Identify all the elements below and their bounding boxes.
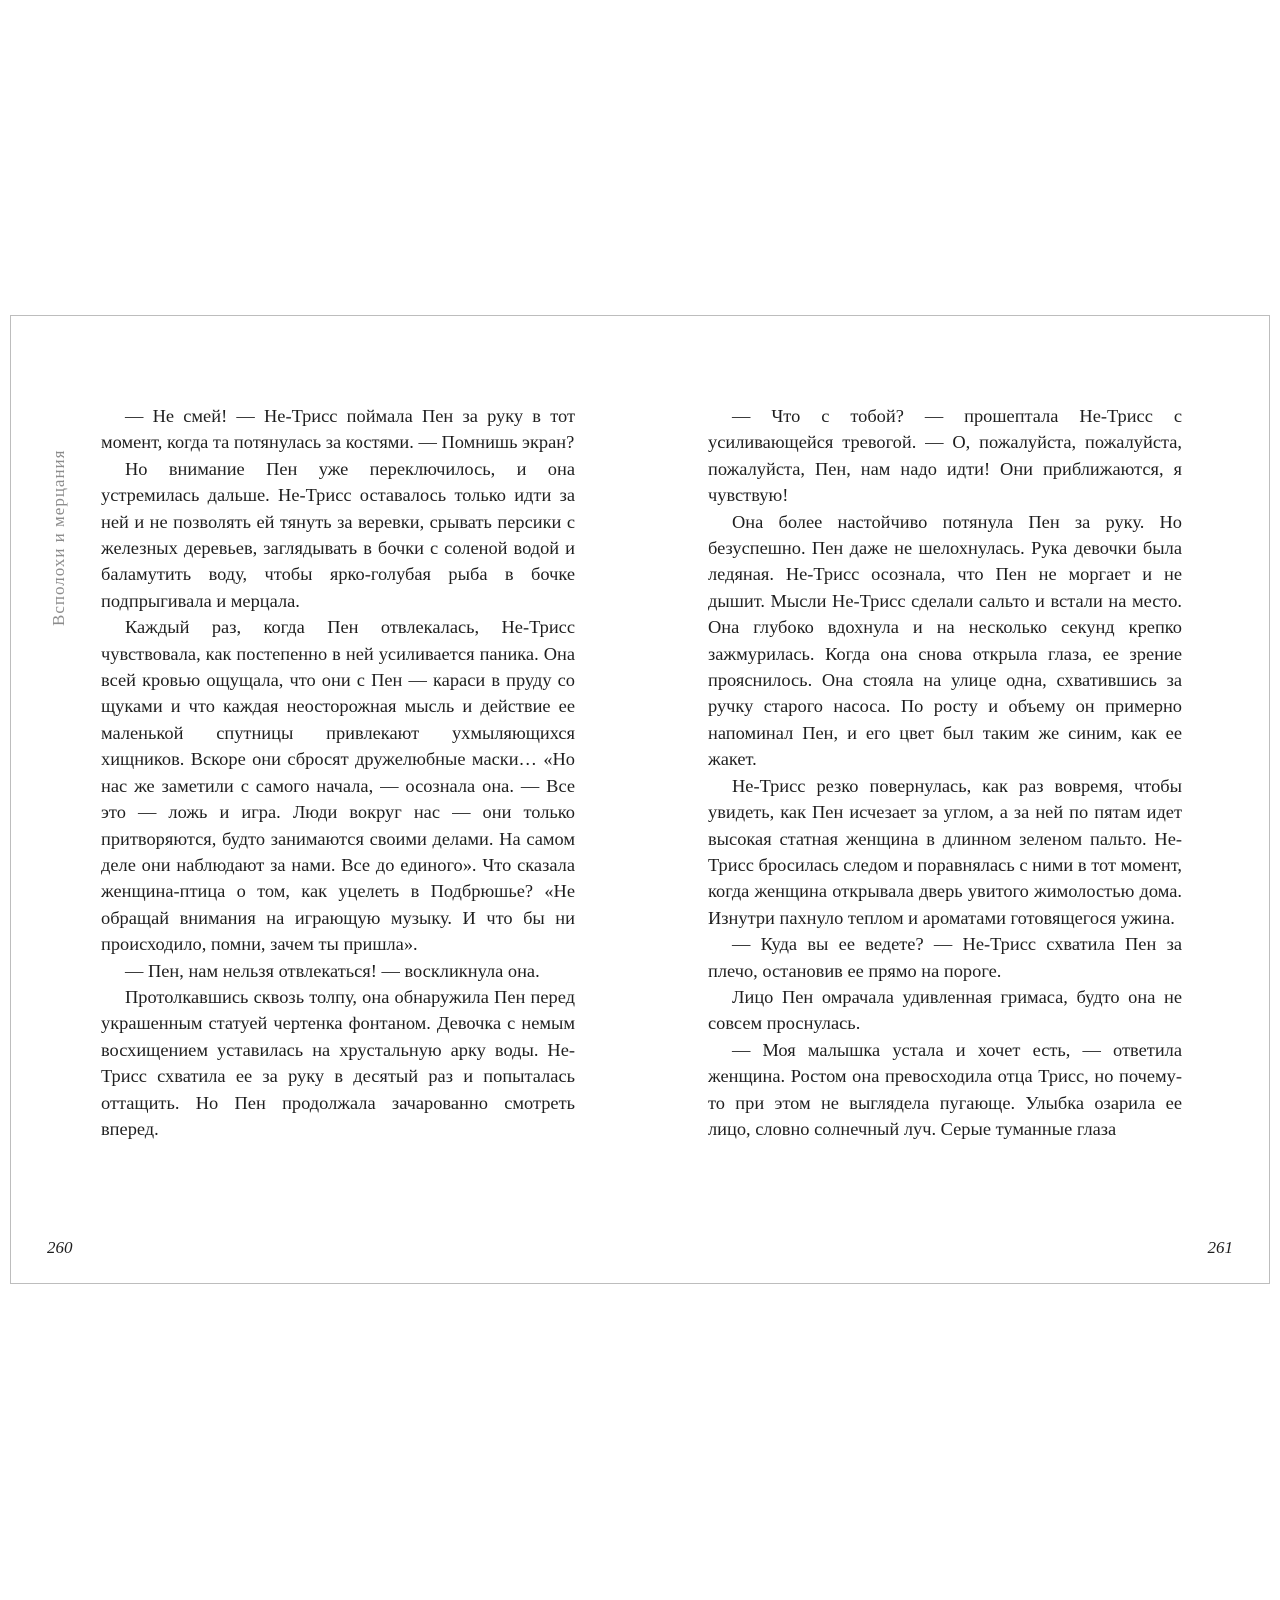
paragraph: Лицо Пен омрачала удивленная гримаса, будто она не совсем проснулась. <box>708 986 1182 1034</box>
paragraph: Протолкавшись сквозь толпу, она обнаружила Пен перед украшенным статуей чертенка фонтаном. Девочка с немым восхищением уставилась на хрустальную арку воды. Не-Трисс схватила ее за руку в десятый раз и попыталась оттащить. Но Пен продолжала зачарованно смотреть вперед. <box>101 986 575 1139</box>
paragraph: — Моя малышка устала и хочет есть, — ответила женщина. Ростом она превосходила отца Трисс, но почему-то при этом не выглядела пугающе. Улыбка озарила ее лицо, словно солнечный луч. Серые туманные глаза <box>708 1039 1182 1139</box>
left-page-text <box>101 403 575 1142</box>
paragraph: — Что с тобой? — прошептала Не-Трисс с усиливающейся тревогой. — О, пожалуйста, пожалуйста, пожалуйста, Пен, нам надо идти! Они приближаются, я чувствую! <box>708 406 1182 506</box>
running-head: Всполохи и мерцания <box>49 449 68 626</box>
paragraph: — Пен, нам нельзя отвлекаться! — воскликнула она. <box>125 960 540 981</box>
paragraph: — Не смей! — Не-Трисс поймала Пен за руку в тот момент, когда та потянулась за костями. — Помнишь экран? <box>101 406 575 453</box>
book-spread <box>10 315 1270 1284</box>
paragraph: — Куда вы ее ведете? — Не-Трисс схватила Пен за плечо, остановив ее прямо на пороге. <box>708 934 1182 981</box>
paragraph: Не-Трисс резко повернулась, как раз вовремя, чтобы увидеть, как Пен исчезает за углом, а за ней по пятам идет высокая статная женщина в длинном зеленом пальто. Не-Трисс бросилась следом и поравнялась с ними в тот момент, когда женщина открывала дверь увитого жимолостью дома. Изнутри пахнуло теплом и ароматами готовящегося ужина. <box>708 775 1182 928</box>
right-page-text <box>708 403 1182 1142</box>
paragraph: Каждый раз, когда Пен отвлекалась, Не-Трисс чувствовала, как постепенно в ней усиливается паника. Она всей кровью ощущала, что они с Пен — караси в пруду со щуками и что каждая неосторожная мысль и действие ее маленькой спутницы привлекают ухмыляющихся хищников. Вскоре они сбросят дружелюбные маски… «Но нас же заметили с самого начала, — осознала она. — Все это — ложь и игра. Люди вокруг нас — они только притворяются, будто занимаются своими делами. На самом деле они наблюдают за нами. Все до единого». Что сказала женщина-птица о том, как уцелеть в Подбрюшье? «Не обращай внимания на играющую музыку. И что бы ни происходило, помни, зачем ты пришла». <box>101 617 575 955</box>
page-number-right: 261 <box>1207 1238 1233 1257</box>
paragraph: Она более настойчиво потянула Пен за руку. Но безуспешно. Пен даже не шелохнулась. Рука девочки была ледяная. Не-Трисс осознала, что Пен не моргает и не дышит. Мысли Не-Трисс сделали сальто и встали на место. Она глубоко вдохнула и на несколько секунд крепко зажмурилась. Когда она снова открыла глаза, ее зрение прояснилось. Она стояла на улице одна, схватившись за ручку старого насоса. По росту и объему он примерно напоминал Пен, и его цвет был таким же синим, как ее жакет. <box>708 511 1182 770</box>
paragraph: Но внимание Пен уже переключилось, и она устремилась дальше. Не-Трисс оставалось только идти за ней и не позволять ей тянуть за веревки, срывать персики с железных деревьев, заглядывать в бочки с соленой водой и баламутить воду, чтобы ярко-голубая рыба в бочке подпрыгивала и мерцала. <box>101 458 575 611</box>
page-number-left: 260 <box>47 1238 73 1257</box>
